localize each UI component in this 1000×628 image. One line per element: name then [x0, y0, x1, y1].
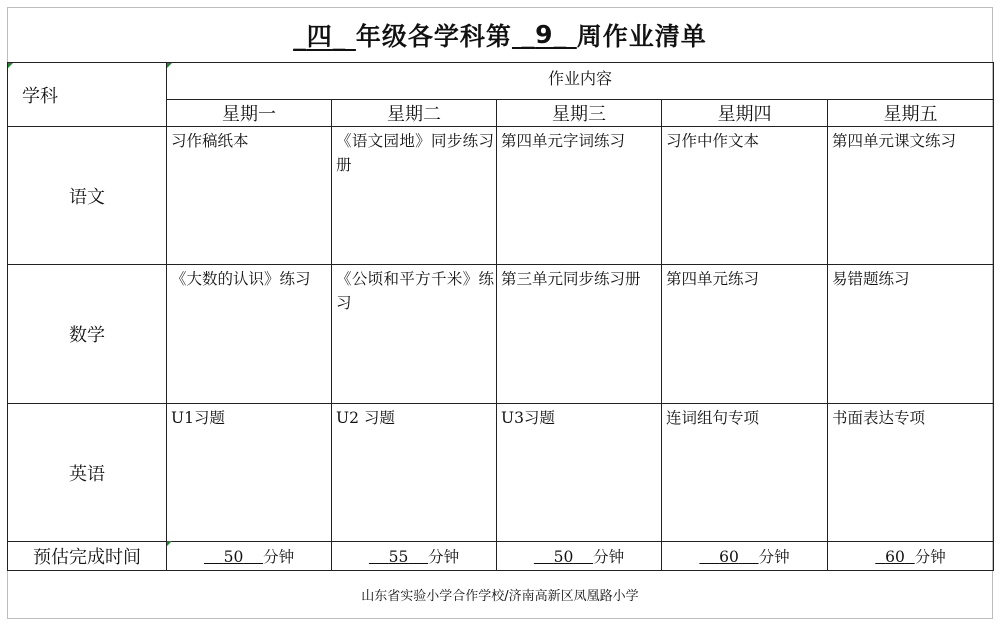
subject-chinese: 语文 [8, 127, 167, 265]
time-cell: 60 分钟 [828, 542, 994, 571]
page-title [7, 7, 993, 62]
task-cell: 习作中作文本 [662, 127, 828, 265]
header-row [8, 63, 994, 100]
task-cell: 《公顷和平方千米》练习 [332, 265, 497, 404]
time-row [8, 542, 994, 571]
task-cell: 第四单元练习 [662, 265, 828, 404]
content-header: 作业内容 [167, 63, 994, 100]
cell-marker [167, 541, 172, 546]
task-cell: 第四单元课文练习 [828, 127, 994, 265]
table-row [8, 127, 994, 265]
cell-marker [8, 63, 13, 68]
homework-table [7, 62, 994, 571]
task-cell: U3习题 [497, 404, 662, 542]
time-label: 预估完成时间 [8, 542, 167, 571]
time-cell: 50 分钟 [167, 542, 332, 571]
title-end: 周作业清单 [576, 21, 707, 51]
grade-blank: _四_ [293, 21, 356, 51]
table-row [8, 404, 994, 542]
task-cell: 易错题练习 [828, 265, 994, 404]
task-cell: 《语文园地》同步练习册 [332, 127, 497, 265]
task-cell: 《大数的认识》练习 [167, 265, 332, 404]
day-header: 星期三 [497, 100, 662, 127]
task-cell: 连词组句专项 [662, 404, 828, 542]
time-cell: 60 分钟 [662, 542, 828, 571]
task-cell: 第四单元字词练习 [497, 127, 662, 265]
subject-header: 学科 [8, 63, 167, 127]
task-cell: 习作稿纸本 [167, 127, 332, 265]
day-header: 星期一 [167, 100, 332, 127]
task-cell: U1习题 [167, 404, 332, 542]
title-mid: 年级各学科第 [355, 21, 512, 51]
subject-english: 英语 [8, 404, 167, 542]
task-cell: 书面表达专项 [828, 404, 994, 542]
task-cell: U2 习题 [332, 404, 497, 542]
footer-school: 山东省实验小学合作学校/济南高新区凤凰路小学 [361, 588, 639, 604]
time-cell: 50 分钟 [497, 542, 662, 571]
day-header: 星期二 [332, 100, 497, 127]
time-cell: 55 分钟 [332, 542, 497, 571]
table-row [8, 265, 994, 404]
week-blank: _9_ [511, 20, 577, 49]
day-header: 星期四 [662, 100, 828, 127]
task-cell: 第三单元同步练习册 [497, 265, 662, 404]
cell-marker [167, 63, 172, 68]
subject-math: 数学 [8, 265, 167, 404]
day-header: 星期五 [828, 100, 994, 127]
